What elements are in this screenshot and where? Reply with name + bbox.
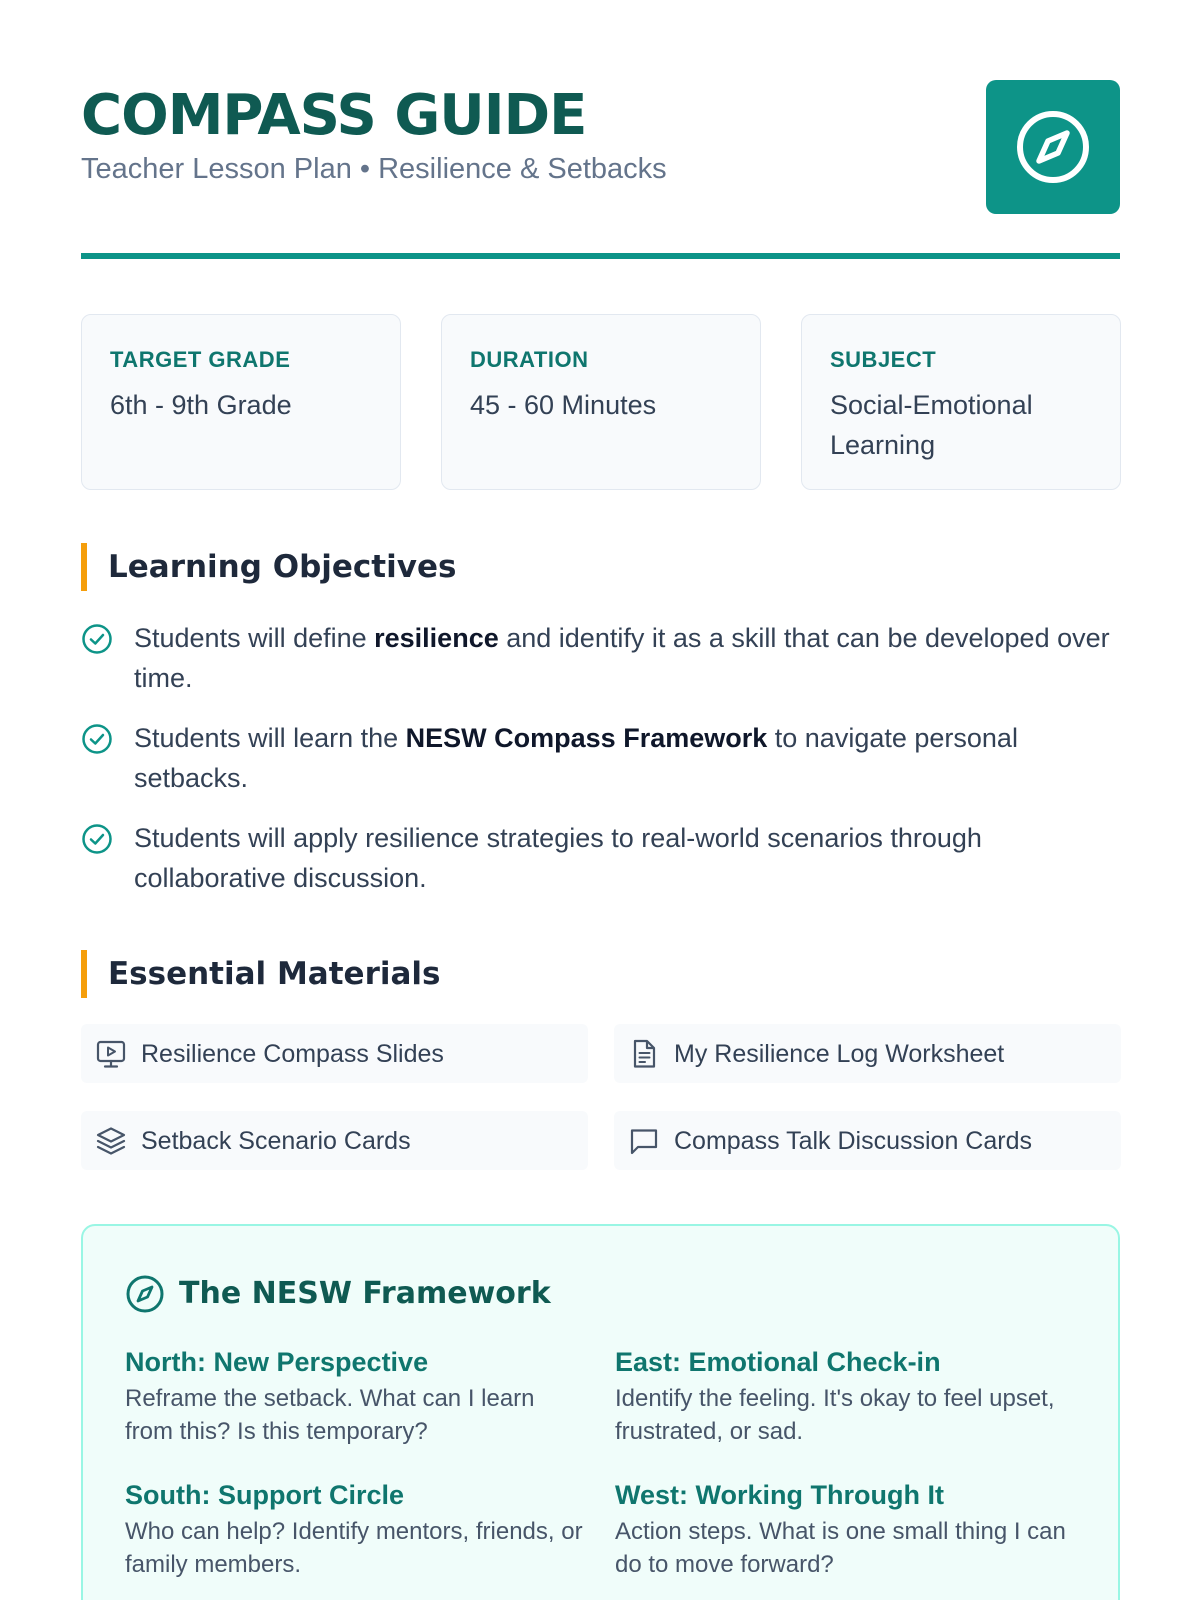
card-value: 6th - 9th Grade	[110, 390, 292, 420]
lesson-plan-page	[81, 0, 1120, 1600]
material-item-worksheet	[614, 1024, 1121, 1083]
logo	[986, 80, 1120, 214]
info-cards	[81, 314, 1120, 490]
page-title: COMPASS GUIDE	[81, 83, 587, 148]
framework-item-desc: Action steps. What is one small thing I can do to move forward?	[615, 1518, 1066, 1578]
section-title: Essential Materials	[108, 956, 441, 992]
materials-heading	[81, 950, 881, 998]
header	[81, 80, 1120, 214]
framework-item-title: North: New Perspective	[125, 1347, 429, 1377]
info-card-duration	[441, 314, 761, 490]
card-label: DURATION	[470, 347, 589, 372]
header-divider	[81, 253, 1120, 259]
objective-text: Students will define resilience and identify it as a skill that can be developed over time.	[134, 623, 1110, 693]
section-title: Learning Objectives	[108, 549, 457, 585]
material-label: Setback Scenario Cards	[141, 1127, 411, 1155]
framework-item-title: East: Emotional Check-in	[615, 1347, 941, 1377]
objective-text: Students will learn the NESW Compass Framework to navigate personal setbacks.	[134, 723, 1018, 793]
card-label: TARGET GRADE	[110, 347, 291, 372]
card-value: 45 - 60 Minutes	[470, 390, 657, 420]
material-label: Resilience Compass Slides	[141, 1040, 444, 1068]
framework-box	[81, 1224, 1120, 1600]
material-item-scenario-cards	[81, 1111, 588, 1170]
framework-item-desc: Identify the feeling. It's okay to feel upset, frustrated, or sad.	[615, 1385, 1055, 1445]
framework-item-west	[615, 1477, 1075, 1581]
section-accent-bar	[81, 950, 87, 998]
objective-text: Students will apply resilience strategies to real-world scenarios through collaborative discussion.	[134, 823, 982, 893]
compass-icon	[125, 1274, 165, 1314]
layers-icon	[95, 1125, 127, 1157]
framework-item-desc: Who can help? Identify mentors, friends, or family members.	[125, 1518, 583, 1578]
framework-title: The NESW Framework	[179, 1276, 551, 1311]
framework-item-south	[125, 1477, 585, 1581]
framework-item-title: South: Support Circle	[125, 1480, 404, 1510]
material-label: My Resilience Log Worksheet	[674, 1040, 1005, 1068]
card-label: SUBJECT	[830, 347, 937, 372]
material-item-slides	[81, 1024, 588, 1083]
card-value: Social-Emotional Learning	[830, 390, 1033, 460]
material-item-discussion-cards	[614, 1111, 1121, 1170]
page-subtitle: Teacher Lesson Plan • Resilience & Setbacks	[81, 153, 667, 185]
framework-item-east	[615, 1344, 1075, 1448]
framework-item-north	[125, 1344, 585, 1448]
framework-item-desc: Reframe the setback. What can I learn from this? Is this temporary?	[125, 1385, 535, 1445]
material-label: Compass Talk Discussion Cards	[674, 1127, 1032, 1155]
check-circle-icon	[81, 623, 113, 655]
presentation-icon	[95, 1038, 127, 1070]
check-circle-icon	[81, 823, 113, 855]
framework-item-title: West: Working Through It	[615, 1480, 944, 1510]
info-card-subject	[801, 314, 1121, 490]
check-circle-icon	[81, 723, 113, 755]
chat-bubble-icon	[628, 1125, 660, 1157]
info-card-target-grade	[81, 314, 401, 490]
objectives-heading	[81, 543, 881, 591]
document-icon	[628, 1038, 660, 1070]
compass-icon	[1014, 108, 1092, 186]
section-accent-bar	[81, 543, 87, 591]
